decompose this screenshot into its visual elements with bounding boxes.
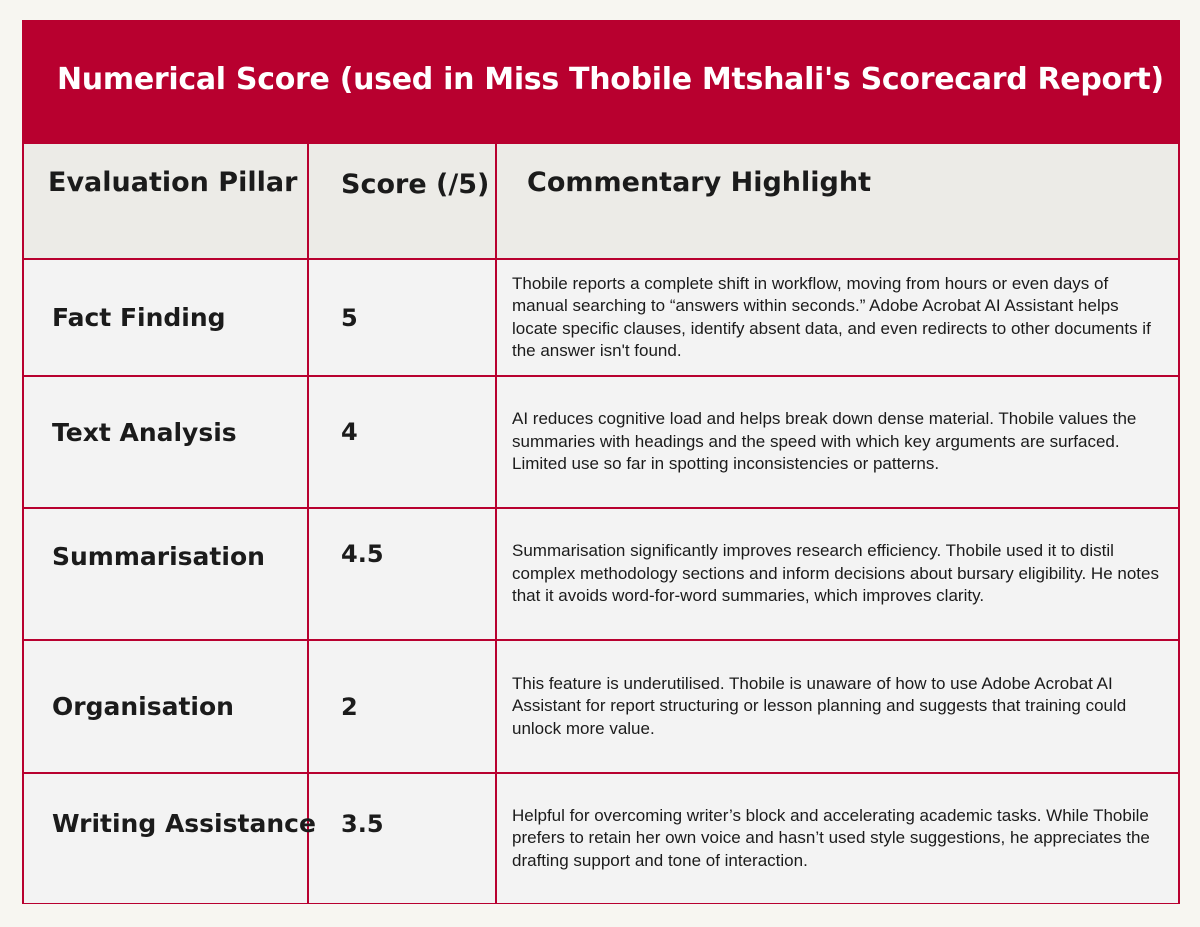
commentary-cell: Thobile reports a complete shift in workflow, moving from hours or even days of manual searching to “answers within seconds.” Adobe Acrobat AI Assistant helps locate specific clauses, identify absent data, and even redirects to other documents if the answer isn't found.	[496, 259, 1178, 376]
scorecard	[22, 20, 1180, 904]
table-row	[24, 259, 1178, 376]
table-header-row	[24, 143, 1178, 259]
table-row	[24, 376, 1178, 508]
title-bar	[24, 22, 1178, 142]
table-row	[24, 773, 1178, 903]
commentary-cell: This feature is underutilised. Thobile is unaware of how to use Adobe Acrobat AI Assistant for report structuring or lesson planning and suggests that training could unlock more value.	[496, 640, 1178, 773]
pillar-cell: Writing Assistance	[24, 773, 308, 903]
commentary-cell: Helpful for overcoming writer’s block and accelerating academic tasks. While Thobile prefers to retain her own voice and hasn’t used style suggestions, he appreciates the drafting support and tone of interaction.	[496, 773, 1178, 903]
score-table	[24, 142, 1178, 903]
page-title: Numerical Score (used in Miss Thobile Mtshali's Scorecard Report)	[57, 62, 1164, 97]
pillar-cell: Fact Finding	[24, 259, 308, 376]
header-commentary: Commentary Highlight	[496, 143, 1178, 259]
commentary-cell: AI reduces cognitive load and helps break down dense material. Thobile values the summaries with headings and the speed with which key arguments are surfaced. Limited use so far in spotting inconsistencies or patterns.	[496, 376, 1178, 508]
pillar-cell: Text Analysis	[24, 376, 308, 508]
table-row	[24, 508, 1178, 640]
score-cell: 4	[308, 376, 496, 508]
pillar-cell: Organisation	[24, 640, 308, 773]
score-cell: 4.5	[308, 508, 496, 640]
score-cell: 2	[308, 640, 496, 773]
header-evaluation-pillar: Evaluation Pillar	[24, 143, 308, 259]
table-row	[24, 640, 1178, 773]
score-cell: 5	[308, 259, 496, 376]
commentary-cell: Summarisation significantly improves research efficiency. Thobile used it to distil complex methodology sections and inform decisions about bursary eligibility. He notes that it avoids word-for-word summaries, which improves clarity.	[496, 508, 1178, 640]
header-score: Score (/5)	[308, 143, 496, 259]
pillar-cell: Summarisation	[24, 508, 308, 640]
score-cell: 3.5	[308, 773, 496, 903]
